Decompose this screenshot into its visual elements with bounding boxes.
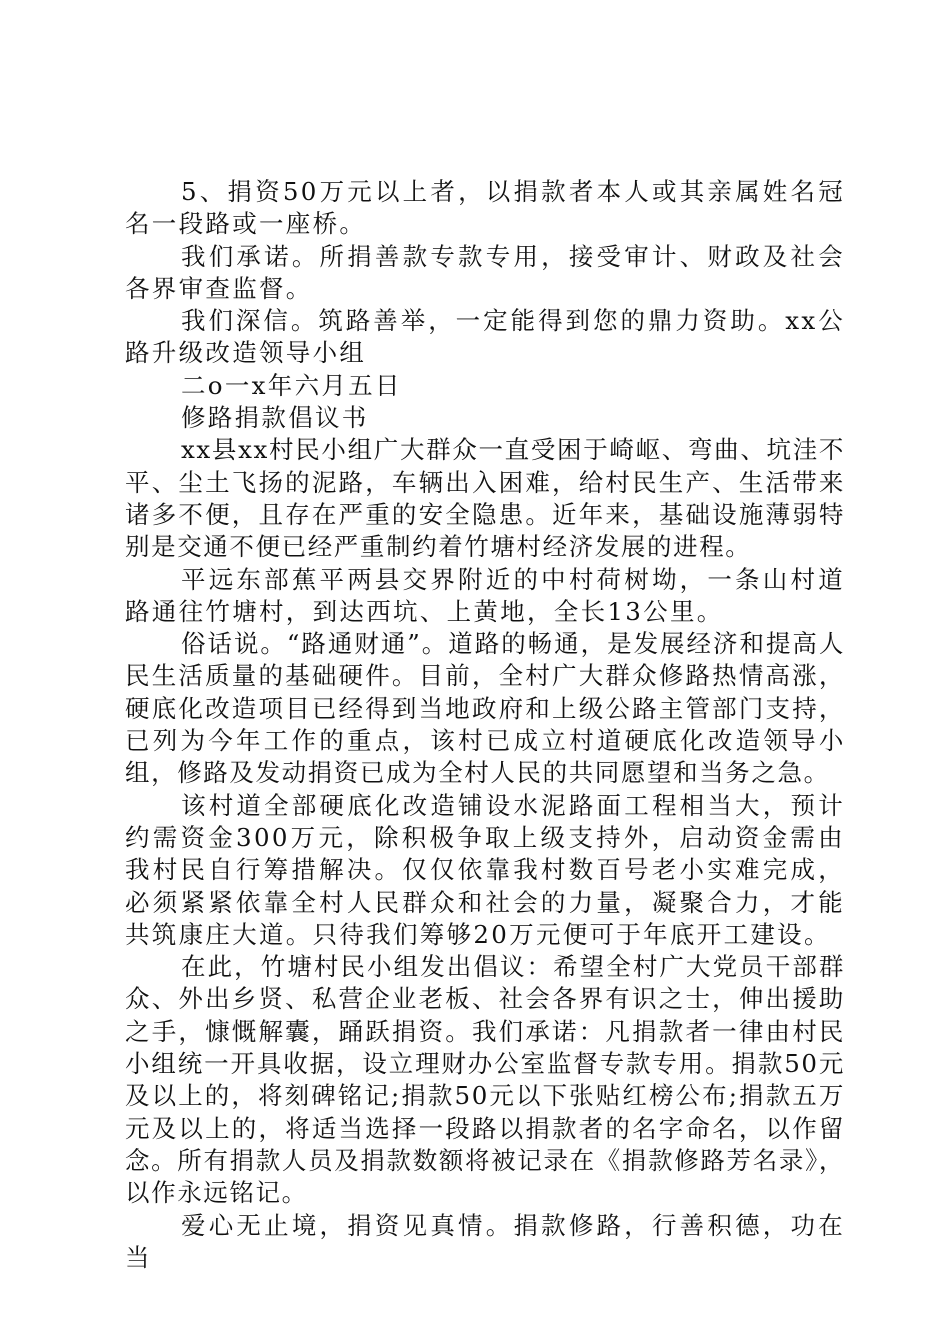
paragraph-date: 二o一x年六月五日 [181,370,402,400]
paragraph-promise: 我们承诺。所捐善款专款专用，接受审计、财政及社会各界审查监督。 [125,241,845,303]
paragraph-closing: 爱心无止境，捐资见真情。捐款修路，行善积德，功在当 [125,1210,845,1272]
paragraph-initiative: 在此，竹塘村民小组发出倡议：希望全村广大党员干部群众、外出乡贤、私营企业老板、社会各界有识之士，伸出援助之手，慷慨解囊，踊跃捐资。我们承诺：凡捐款者一律由村民小组统一开具收据，设立理财办公室监督专款专用。捐款50元及以上的，将刻碑铭记;捐款50元以下张贴红榜公布;捐款五万元及以上的，将适当选择一段路以捐款者的名字命名，以作留念。所有捐款人员及捐款数额将被记录在《捐款修路芳名录》，以作永远铭记。 [125,952,845,1208]
paragraph-saying: 俗话说。“路通财通”。道路的畅通，是发展经济和提高人民生活质量的基础硬件。目前，全村广大群众修路热情高涨，硬底化改造项目已经得到当地政府和上级公路主管部门支持，已列为今年工作的重点，该村已成立村道硬底化改造领导小组，修路及发动捐资已成为全村人民的共同愿望和当务之急。 [125,629,845,788]
paragraph-belief: 我们深信。筑路善举，一定能得到您的鼎力资助。xx公路升级改造领导小组 [125,306,845,368]
document-body [125,176,845,1274]
paragraph-funding: 该村道全部硬底化改造铺设水泥路面工程相当大，预计约需资金300万元，除积极争取上级支持外，启动资金需由我村民自行筹措解决。仅仅依靠我村数百号老小实难完成，必须紧紧依靠全村人民群众和社会的力量，凝聚合力，才能共筑康庄大道。只待我们筹够20万元便可于年底开工建设。 [125,790,845,949]
paragraph-donation-naming: 5、捐资50万元以上者，以捐款者本人或其亲属姓名冠名一段路或一座桥。 [125,177,845,239]
paragraph-title: 修路捐款倡议书 [181,403,369,433]
paragraph-route: 平远东部蕉平两县交界附近的中村荷树坳，一条山村道路通往竹塘村，到达西坑、上黄地，全长13公里。 [125,564,845,626]
paragraph-background: xx县xx村民小组广大群众一直受困于崎岖、弯曲、坑洼不平、尘土飞扬的泥路，车辆出入困难，给村民生产、生活带来诸多不便，且存在严重的安全隐患。近年来，基础设施薄弱特别是交通不便已经严重制约着竹塘村经济发展的进程。 [125,435,845,562]
